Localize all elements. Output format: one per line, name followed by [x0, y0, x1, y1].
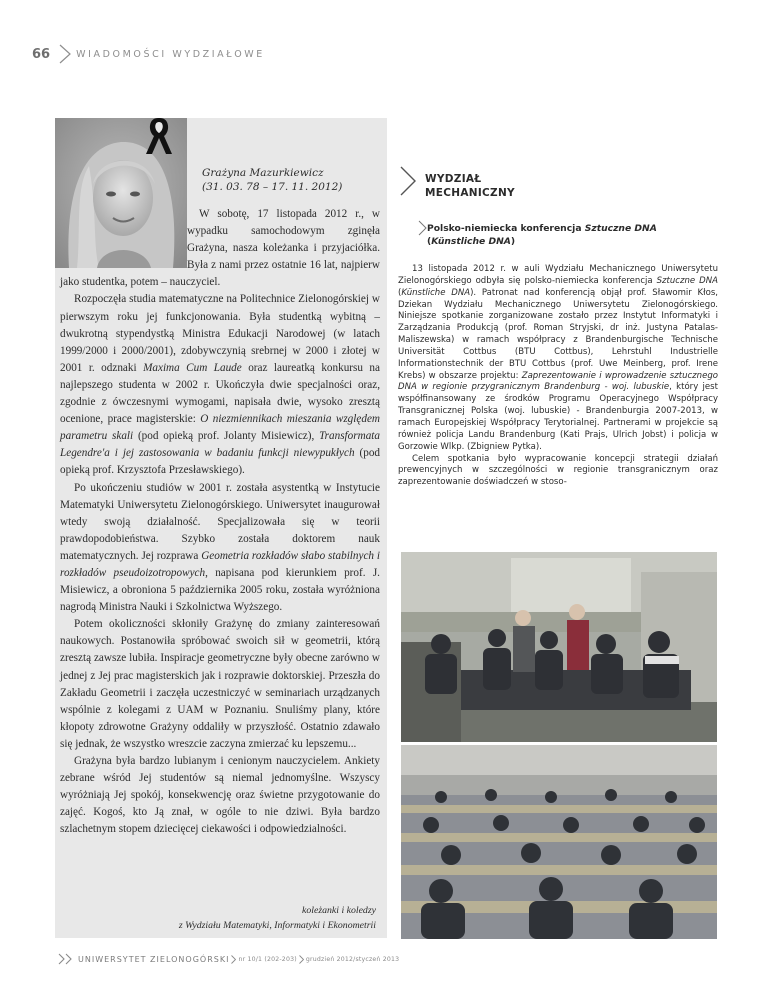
chevron-right-icon [398, 166, 418, 196]
italic-span: Künstliche DNA [431, 235, 511, 247]
italic-span: Sztuczne DNA [656, 275, 718, 286]
italic-span: Zaprezentowanie i wprowadzenie sztucznego DNA w regionie przygranicznym Brandenburg - woj. lubuskie [398, 370, 718, 393]
obituary-signature [179, 903, 376, 933]
obituary-paragraph: Rozpoczęła studia matematyczne na Politechnice Zielonogórskiej w pierwszym roku jej funkcjonowania. Była studentką wybitną – dwukrotną stypendystką Ministra Edukacji Narodowej (w latach 1999/2000 i 2000/2001), zdobywczynią srebrnej w 2000 i złotej w 2001 r. odznaki Maxima Cum Laude oraz laureatką konkursu na najlepszego studenta w 2002 r. Ukończyła dwie specjalności oraz, zgodnie z ówczesnymi wymogami, napisała dwie, wysoko zresztą ocenione, prace magisterskie: O niezmiennikach mieszania względem parametru skali (pod opieką prof. Jolanty Misiewicz), Transformata Legendre'a i jej zastosowania w badaniu funkcji niewypukłych (pod opieką prof. Krzysztofa Przesławskiego). [60, 293, 381, 477]
italic-span: O niezmiennikach mieszania względem parametru skali [60, 413, 380, 443]
chevron-right-icon [58, 44, 72, 64]
italic-span: Sztuczne DNA [584, 223, 657, 234]
italic-span: Geometria rozkładów słabo stabilnych i rozkładów pseudoizotropowych [60, 549, 380, 579]
article-paragraph: Celem spotkania było wypracowanie koncepcji strategii działań prewencyjnych w szczególności w regionie transgranicznym oraz zaprezentowanie doświadczeń w stoso- [398, 453, 718, 488]
department-line: WYDZIAŁ [425, 173, 482, 185]
chevron-right-icon [231, 955, 236, 964]
signature-line: z Wydziału Matematyki, Informatyki i Ekonometrii [178, 920, 376, 931]
footer-university: UNIWERSYTET ZIELONOGÓRSKI [78, 954, 230, 964]
italic-span: Maxima Cum Laude [143, 361, 242, 374]
obituary-caption [202, 166, 377, 194]
obituary-name: Grażyna Mazurkiewicz [202, 167, 324, 179]
footer-issue: nr 10/1 (202-203) [238, 955, 297, 963]
conference-audience-photo [401, 745, 717, 939]
obituary-paragraph: Grażyna była bardzo lubianym i cenionym nauczycielem. Ankiety zebrane wśród Jej studentów są niemal jednomyślne. Wszyscy wyróżniają Jej spokój, konsekwencję oraz świetne przygotowanie do zajęć. Kogoś, kto Ją znał, w ogóle to nie dziwi. Była bardzo szlachetnym stopem dziecięcej ciekawości i odpowiedzialności. [60, 755, 380, 836]
conference-panel-photo [401, 552, 717, 742]
footer-date: grudzień 2012/styczeń 2013 [305, 955, 400, 963]
obituary-dates: (31. 03. 78 – 17. 11. 2012) [202, 181, 343, 193]
page-header [32, 44, 265, 64]
article-paragraph: 13 listopada 2012 r. w auli Wydziału Mechanicznego Uniwersytetu Zielonogórskiego odbyła się polsko-niemiecka konferencja Sztuczne DNA (Künstliche DNA). Patronat nad konferencją objął prof. Sławomir Kłos, Dziekan Wydziału Mechanicznego Uniwersytetu Zielonogórskiego. Niniejsze spotkanie zorganizowane zostało przez Instytut Informatyki i Zarządzania Produkcją (prof. Roman Stryjski, dr inż. Justyna Patalas-Maliszewska) w ramach współpracy z Brandenburgische Technische Universität Cottbus (BTU Cottbus), Lehrstuhl Industrielle Informationstechnik der BTU Cottbus (prof. Uwe Meinberg, prof. Irene Krebs) w obszarze projektu: Zaprezentowanie i wprowadzenie sztucznego DNA w regionie przygranicznym Brandenburg - woj. lubuskie, który jest współfinansowany ze środków Programu Operacyjnego Współpracy Transgranicznej Polska (woj. lubuskie) - Brandenburgia 2007-2013, w ramach Europejskiej Współpracy Terytorialnej. Partnerami w projekcie są również policja Landu Brandenburg (Kati Prajs, Ulrich Jobst) i policja w Gorzowie Wlkp. (Zbigniew Pytka). [398, 264, 718, 452]
article-title: Polsko-niemiecka konferencja Sztuczne DNA (Künstliche DNA) [427, 223, 657, 247]
obituary-paragraph: Po ukończeniu studiów w 2001 r. została asystentką w Instytucie Matematyki Uniwersytetu Zielonogórskiego. Uniwersytet inaugurował wtedy swoją działalność. Specjalizowała się w teorii prawdopodobieństwa. Szybko została doktorem nauk matematycznych. Jej rozprawa Geometria rozkładów słabo stabilnych i rozkładów pseudoizotropowych, napisana pod kierunkiem prof. J. Misiewicz, a obroniona 5 października 2005 roku, została wyróżniona nagrodą Ministra Nauki i Szkolnictwa Wyższego. [60, 481, 380, 614]
obituary-paragraph: W sobotę, 17 listopada 2012 r., w wypadku samochodowym zginęła Grażyna, nasza koleżanka i przyjaciółka. Była z nami przez ostatnie 16 lat, najpierw jako studentka, potem – nauczyciel. [60, 208, 380, 289]
department-line: MECHANICZNY [425, 186, 515, 199]
department-heading [425, 173, 515, 200]
article-body [398, 264, 718, 489]
italic-span: Transformata Legendre'a i jej zastosowania w badaniu funkcji niewypukłych [60, 430, 380, 460]
signature-line: koleżanki i koledzy [302, 905, 376, 916]
page-number: 66 [32, 46, 51, 62]
chevron-right-icon [299, 955, 304, 964]
page-footer [58, 952, 399, 966]
italic-span: Künstliche DNA [401, 287, 471, 298]
obituary-paragraph: Potem okoliczności skłoniły Grażynę do zmiany zainteresowań naukowych. Postanowiła spróbować swoich sił w geometrii, którą zresztą zawsze lubiła. Inspiracje geometryczne były obecne zarówno w jednej z Jej prac magisterskich jak i rozprawie doktorskiej. Przeszła do Zakładu Geometrii i zaczęła uczestniczyć w seminariach urządzanych wspólnie z kolegami z UAM w Poznaniu. Snuliśmy plany, które kłopoty zdrowotne Grażyny oddaliły w przyszłość. Ostatnio zdawało się jednak, że wszystko wreszcie zaczyna zmierzać ku lepszemu... [60, 618, 380, 750]
chevron-right-icon [418, 220, 427, 236]
photo-wrap-spacer [60, 206, 187, 269]
double-chevron-icon [58, 953, 73, 965]
obituary-text [60, 206, 380, 838]
mourning-ribbon-icon [142, 116, 176, 156]
section-title: WIADOMOŚCI WYDZIAŁOWE [76, 48, 265, 60]
